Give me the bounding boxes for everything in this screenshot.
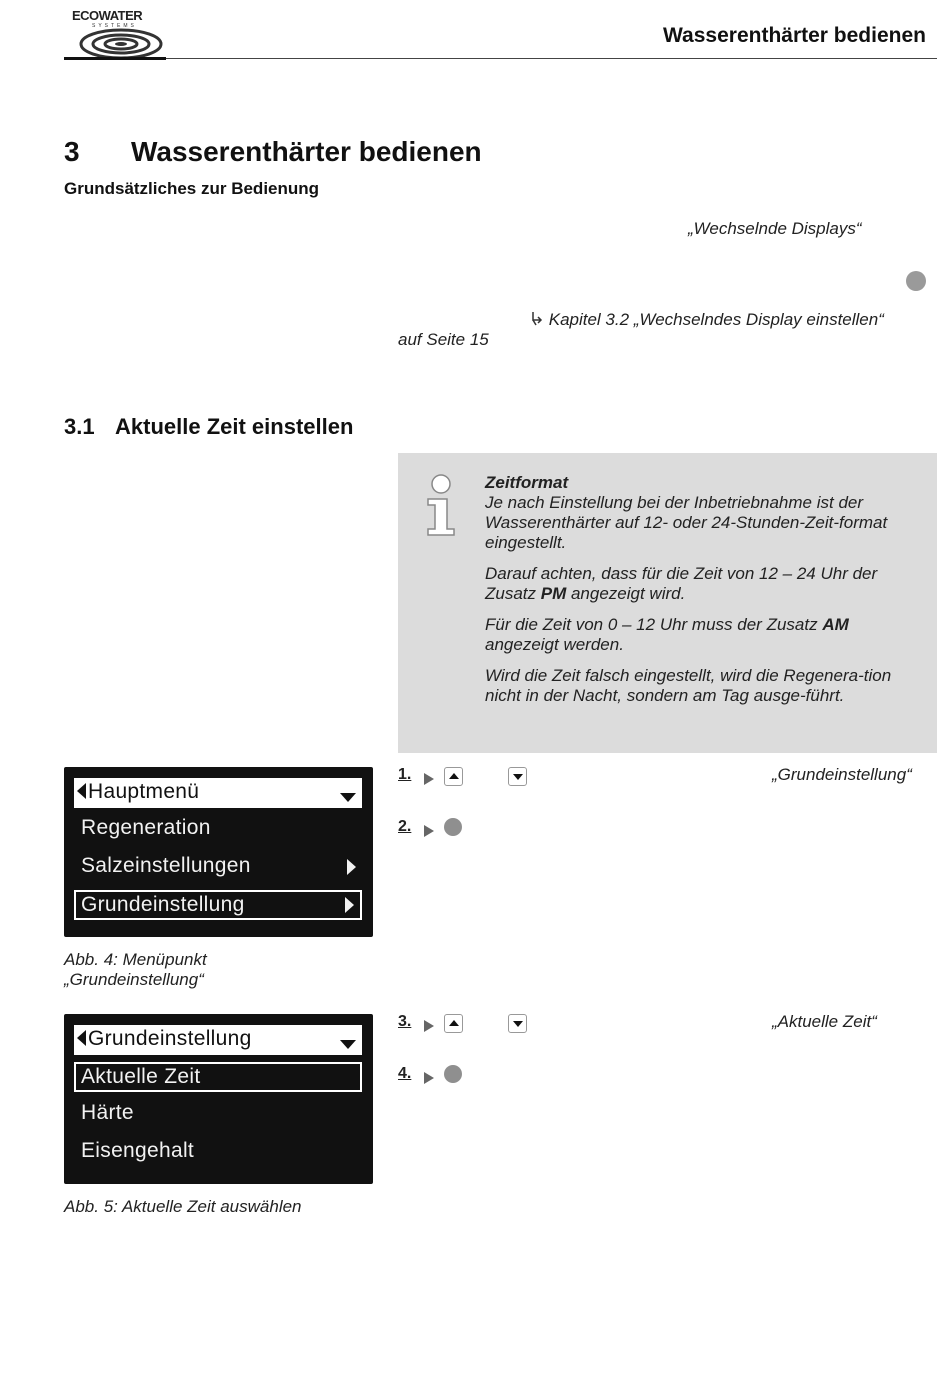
step-arrow-icon bbox=[424, 825, 434, 837]
info-paragraph-3-end: angezeigt werden. bbox=[485, 635, 624, 654]
section-number: 3.1 bbox=[64, 414, 95, 439]
menu-item-label: Salzeinstellungen bbox=[81, 854, 251, 877]
menu-item-label: Härte bbox=[81, 1101, 134, 1124]
down-key-icon bbox=[508, 767, 527, 786]
scroll-down-icon bbox=[340, 793, 356, 802]
link-arrow-icon bbox=[530, 311, 544, 326]
confirm-button-icon bbox=[444, 1065, 462, 1083]
info-am-label: AM bbox=[822, 615, 849, 634]
step-number: 2. bbox=[398, 818, 412, 835]
info-text bbox=[485, 473, 905, 717]
display-header bbox=[74, 1025, 362, 1055]
display-header-label: Hauptmenü bbox=[88, 780, 200, 803]
info-paragraph-2-end: angezeigt wird. bbox=[566, 584, 686, 603]
cross-reference[interactable] bbox=[530, 310, 884, 330]
confirm-button-icon bbox=[444, 818, 462, 836]
menu-item-salzeinstellungen bbox=[74, 852, 362, 882]
step-arrow-icon bbox=[424, 773, 434, 785]
submenu-arrow-icon bbox=[345, 897, 354, 913]
menu-item-label: Regeneration bbox=[81, 816, 211, 839]
running-header-title: Wasserenthärter bedienen bbox=[663, 24, 926, 47]
header-divider bbox=[64, 58, 937, 59]
menu-item-haerte bbox=[74, 1099, 362, 1129]
back-arrow-icon bbox=[77, 1030, 86, 1046]
info-paragraph-4: Wird die Zeit falsch eingestellt, wird die Regenera-tion nicht in der Nacht, sondern am Tag ausge-führt. bbox=[485, 666, 892, 705]
menu-item-grundeinstellung-selected bbox=[74, 890, 362, 920]
submenu-arrow-icon bbox=[347, 859, 356, 875]
logo-swirl-icon bbox=[78, 28, 164, 60]
step-number: 4. bbox=[398, 1065, 412, 1082]
display-grundeinstellung bbox=[64, 1014, 373, 1184]
display-main-menu bbox=[64, 767, 373, 937]
step-arrow-icon bbox=[424, 1072, 434, 1084]
info-paragraph-1: Je nach Einstellung bei der Inbetriebnahme ist der Wasserenthärter auf 12- oder 24-Stunden-Zeit-format eingestellt. bbox=[485, 493, 888, 552]
info-paragraph-2-start: Darauf achten, dass für die Zeit von 12 – 24 Uhr der Zusatz bbox=[485, 564, 878, 603]
chapter-subtitle: Grundsätzliches zur Bedienung bbox=[64, 179, 320, 198]
intro-quote: „Wechselnde Displays“ bbox=[688, 219, 862, 238]
menu-item-label: Eisengehalt bbox=[81, 1139, 195, 1162]
cross-reference-text: Kapitel 3.2 „Wechselndes Display einstellen“ bbox=[548, 310, 884, 329]
display-header-label: Grundeinstellung bbox=[88, 1027, 252, 1050]
menu-item-label: Grundeinstellung bbox=[81, 893, 245, 916]
cross-reference-page[interactable]: auf Seite 15 bbox=[398, 330, 489, 349]
info-icon bbox=[420, 473, 462, 537]
figure-caption-5: Abb. 5: Aktuelle Zeit auswählen bbox=[64, 1197, 302, 1216]
down-key-icon bbox=[508, 1014, 527, 1033]
header-divider-accent bbox=[64, 57, 166, 60]
menu-item-aktuelle-zeit-selected bbox=[74, 1062, 362, 1092]
back-arrow-icon bbox=[77, 783, 86, 799]
caption-line: Abb. 4: Menüpunkt bbox=[64, 950, 207, 969]
button-dot-icon bbox=[906, 271, 926, 291]
info-heading: Zeitformat bbox=[485, 473, 569, 492]
logo-brand-text: ECOWATER bbox=[72, 8, 143, 23]
display-header bbox=[74, 778, 362, 808]
chapter-title: Wasserenthärter bedienen bbox=[131, 136, 482, 167]
logo-sub-text: SYSTEMS bbox=[92, 23, 137, 29]
step-target: „Grundeinstellung“ bbox=[772, 765, 912, 784]
info-pm-label: PM bbox=[540, 584, 567, 603]
step-arrow-icon bbox=[424, 1020, 434, 1032]
step-number: 1. bbox=[398, 766, 412, 783]
scroll-down-icon bbox=[340, 1040, 356, 1049]
section-title: Aktuelle Zeit einstellen bbox=[115, 414, 354, 439]
caption-line: „Grundeinstellung“ bbox=[64, 970, 204, 989]
menu-item-regeneration bbox=[74, 814, 362, 844]
figure-caption-4 bbox=[64, 950, 207, 990]
step-number: 3. bbox=[398, 1013, 412, 1030]
menu-item-eisengehalt bbox=[74, 1137, 362, 1167]
up-key-icon bbox=[444, 767, 463, 786]
info-paragraph-3-start: Für die Zeit von 0 – 12 Uhr muss der Zusatz bbox=[485, 615, 823, 634]
up-key-icon bbox=[444, 1014, 463, 1033]
step-target: „Aktuelle Zeit“ bbox=[772, 1012, 877, 1031]
ecowater-logo bbox=[70, 8, 170, 60]
chapter-number: 3 bbox=[64, 136, 80, 167]
menu-item-label: Aktuelle Zeit bbox=[81, 1065, 201, 1088]
